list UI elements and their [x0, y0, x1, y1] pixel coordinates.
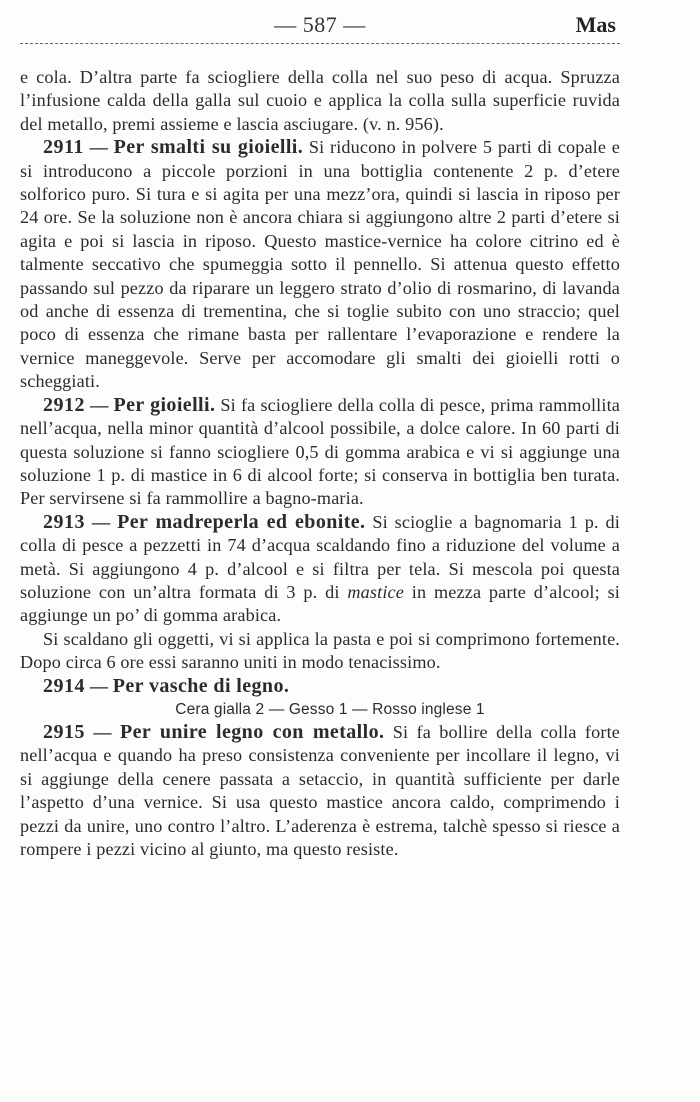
entry-2914 [20, 675, 620, 698]
entry-dash: — [93, 721, 112, 742]
entry-number: 2911 [43, 136, 84, 159]
recipe-formula: Cera gialla 2 — Gesso 1 — Rosso inglese 1 [175, 700, 485, 718]
page-number: — 587 — [274, 12, 366, 37]
entry-text: Si scioglie a bagnomaria 1 p. di colla di pesce a pezzetti in 74 d’acqua scaldando fino a riduzione del volume a metà. Si aggiungono 4 p. d’alcool e si filtra per tela. Si mescola poi questa soluzione con un’altra formata di 3 p. di [20, 511, 620, 602]
entry-number: 2915 [43, 720, 85, 743]
page-body [20, 66, 620, 861]
entry-dash: — [89, 675, 109, 696]
entry-2915 [20, 721, 620, 861]
entry-text: Si fa bollire della colla forte nell’acqua e quando ha preso consistenza conveniente per incollare il legno, vi si aggiunge della cenere passata a setaccio, in quantità sufficiente per darle l’aspetto d’una vernice. Si usa questo mastice ancora caldo, comprimendo i pezzi da unire, uno contro l’altro. L’aderenza è estrema, talchè spesso si riesce a rompere i pezzi vicino al giunto, ma questo resiste. [20, 721, 621, 859]
entry-text: Si riducono in polvere 5 parti di copale e si introducono a piccole porzioni in una bottiglia contenente 2 p. d’etere solforico puro. Si tura e si agita per una mezz’ora, quindi si lascia in riposo per 24 ore. Se la soluzione non è ancora chiara si aggiungono altre 2 parti d’etere si agita e poi si lascia in riposo. Questo mastice-vernice ha colore citrino ed è talmente seccativo che spumeggia sotto il pennello. Si attenua questo effetto passando sul pezzo da riparare un leggero strato d’olio di rosmarino, di lavanda od anche di essenza di trementina, che si toglie subito con uno straccio; quel poco di essenza che rimane basta per rallentare l’evaporazione e rendere la vernice maneggevole. Serve per accomodare gli smalti dei gioielli rotti o scheggiati. [20, 137, 621, 392]
entry-title: Per gioielli. [113, 393, 216, 416]
entry-text: Si fa sciogliere della colla di pesce, prima rammollita nell’acqua, nella minor quantità d’alcool possibile, a dolce calore. In 60 parti di questa soluzione si fanno sciogliere 0,5 di gomma arabica e vi si aggiunge una soluzione 1 p. di mastice in 6 di alcool forte; si conserva in bottiglia ben turata. Per servirsene si fa rammollire a bagno-maria. [20, 394, 620, 509]
entry-number: 2914 [43, 674, 85, 697]
entry-title: Per madreperla ed ebonite. [117, 510, 366, 533]
entry-title: Per vasche di legno. [112, 674, 290, 697]
book-page [20, 10, 621, 859]
entry-dash: — [89, 137, 108, 158]
page-header [20, 10, 620, 44]
paragraph-continuation: e cola. D’altra parte fa sciogliere della colla nel suo peso di acqua. Spruzza l’infusione calda della galla sul cuoio e applica la colla sulla superficie ruvida del metallo, premi assieme e lascia asciugare. (v. n. 956). [20, 67, 620, 134]
entry-text-end: in mezza parte d’alcool; si aggiunge un po’ di gomma arabica. [20, 581, 620, 626]
entry-italic-term: mastice [347, 581, 404, 602]
entry-number: 2912 [43, 393, 85, 416]
entry-2912 [20, 394, 620, 511]
entry-number: 2913 [43, 510, 85, 533]
header-rule [20, 43, 620, 44]
entry-dash: — [91, 511, 111, 532]
entry-title: Per smalti su gioielli. [113, 136, 304, 159]
paragraph-2913-continued: Si scaldano gli oggetti, vi si applica la pasta e poi si comprimono fortemente. Dopo circa 6 ore essi saranno uniti in modo tenacissimo. [20, 628, 620, 673]
entry-dash: — [90, 394, 109, 415]
entry-2913 [20, 511, 620, 628]
entry-2911 [20, 136, 620, 393]
running-head: Mas [575, 12, 616, 37]
entry-title: Per unire legno con metallo. [120, 720, 385, 743]
